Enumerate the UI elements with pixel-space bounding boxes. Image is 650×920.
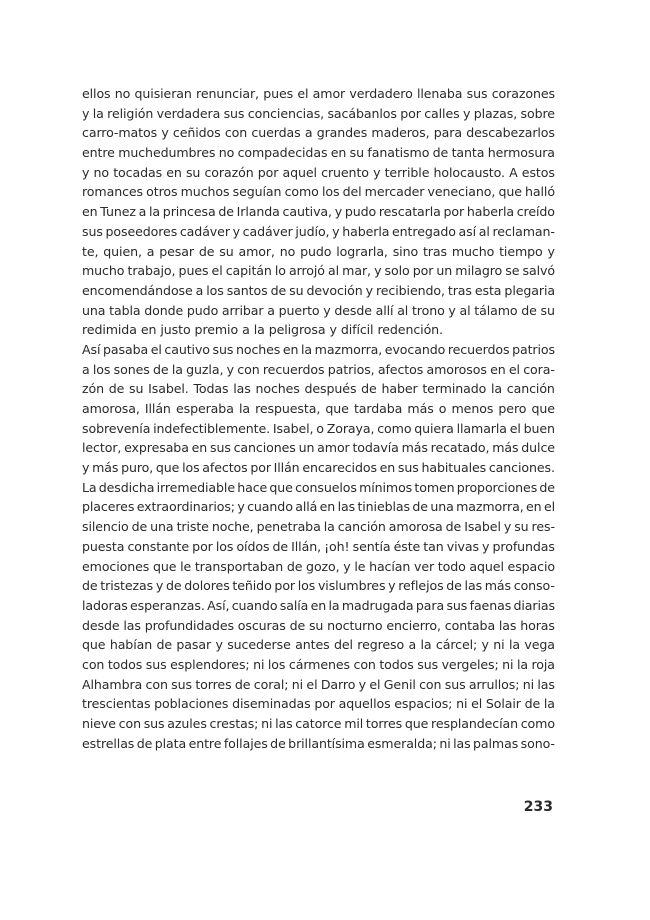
text-line: con todos sus esplendores; ni los cármenes con todos sus vergeles; ni la roja [82,656,555,672]
text-line: emociones que le transportaban de gozo, y le hacían ver todo aquel espacio [82,558,555,574]
text-line: amorosa, Illán esperaba la respuesta, que tardaba más o menos pero que [82,401,555,416]
text-line: Alhambra con sus torres de coral; ni el Darro y el Genil con sus arrullos; ni las [82,676,555,692]
text-line: entre muchedumbres no compadecidas en su fanatismo de tanta hermosura [82,145,555,161]
text-line: romances otros muchos seguían como los del mercader veneciano, que halló [82,184,555,200]
text-line: en Tunez a la princesa de Irlanda cautiva, y pudo rescatarla por haberla creído [82,204,555,220]
text-line: y la religión verdadera sus conciencias, sacábanlos por calles y plazas, sobre [82,105,555,121]
text-line: nieve con sus azules crestas; ni las catorce mil torres que resplandecían como [82,716,555,731]
text-line: encomendándose a los santos de su devoción y recibiendo, tras esta plegaria [82,282,555,298]
text-line: lector, expresaba en sus canciones un amor todavía más recatado, más dulce [82,440,555,456]
text-line: y más puro, que los afectos por Illán encarecidos en sus habituales canciones. [82,460,555,476]
text-line: desde las profundidades oscuras de su nocturno encierro, contaba las horas [82,617,555,633]
text-line: y no tocadas en su corazón por aquel cruento y terrible holocausto. A estos [82,164,555,180]
text-line: estrellas de plata entre follajes de brillantísima esmeralda; ni las palmas sono- [82,735,555,751]
text-line: a los sones de la guzla, y con recuerdos patrios, afectos amorosos en el cora- [82,361,555,377]
text-line: Así pasaba el cautivo sus noches en la mazmorra, evocando recuerdos patrios [82,341,555,357]
text-line: sobrevenía indefectiblemente. Isabel, o Zoraya, como quiera llamarla el buen [82,420,555,436]
text-line: carro-matos y ceñidos con cuerdas a grandes maderos, para descabezarlos [82,125,555,141]
text-line: una tabla donde pudo arribar a puerto y desde allí al trono y al tálamo de su [82,302,555,318]
text-line: de tristezas y de dolores teñido por los vislumbres y reflejos de las más conso- [82,578,555,594]
text-line: placeres extraordinarios; y cuando allá en las tinieblas de una mazmorra, en el [82,499,555,515]
text-line: mucho trabajo, pues el capitán lo arrojó al mar, y solo por un milagro se salvó [82,263,555,279]
page-number: 233 [523,799,553,815]
text-line: sus poseedores cadáver y cadáver judío, y haberla entregado así al reclaman- [82,223,555,239]
text-line: silencio de una triste noche, penetraba la canción amorosa de Isabel y su res- [82,519,555,535]
text-line: ladoras esperanzas. Así, cuando salía en la madrugada para sus faenas diarias [82,597,555,613]
text-line: te, quien, a pesar de su amor, no pudo lograrla, sino tras mucho tiempo y [82,243,555,259]
text-line: zón de su Isabel. Todas las noches después de haber terminado la canción [82,381,555,397]
text-line: La desdicha irremediable hace que consuelos mínimos tomen proporciones de [82,479,555,495]
text-line: ellos no quisieran renunciar, pues el amor verdadero llenaba sus corazones [82,86,555,101]
text-line: puesta constante por los oídos de Illán, ¡oh! sentía éste tan vivas y profundas [82,538,555,554]
body-text [82,84,555,753]
text-line: trescientas poblaciones diseminadas por aquellos espacios; ni el Solair de la [82,696,555,712]
text-line: que habían de pasar y sucederse antes del regreso a la cárcel; y ni la vega [82,637,555,653]
text-line: redimida en justo premio a la peligrosa y difícil redención. [82,322,443,338]
